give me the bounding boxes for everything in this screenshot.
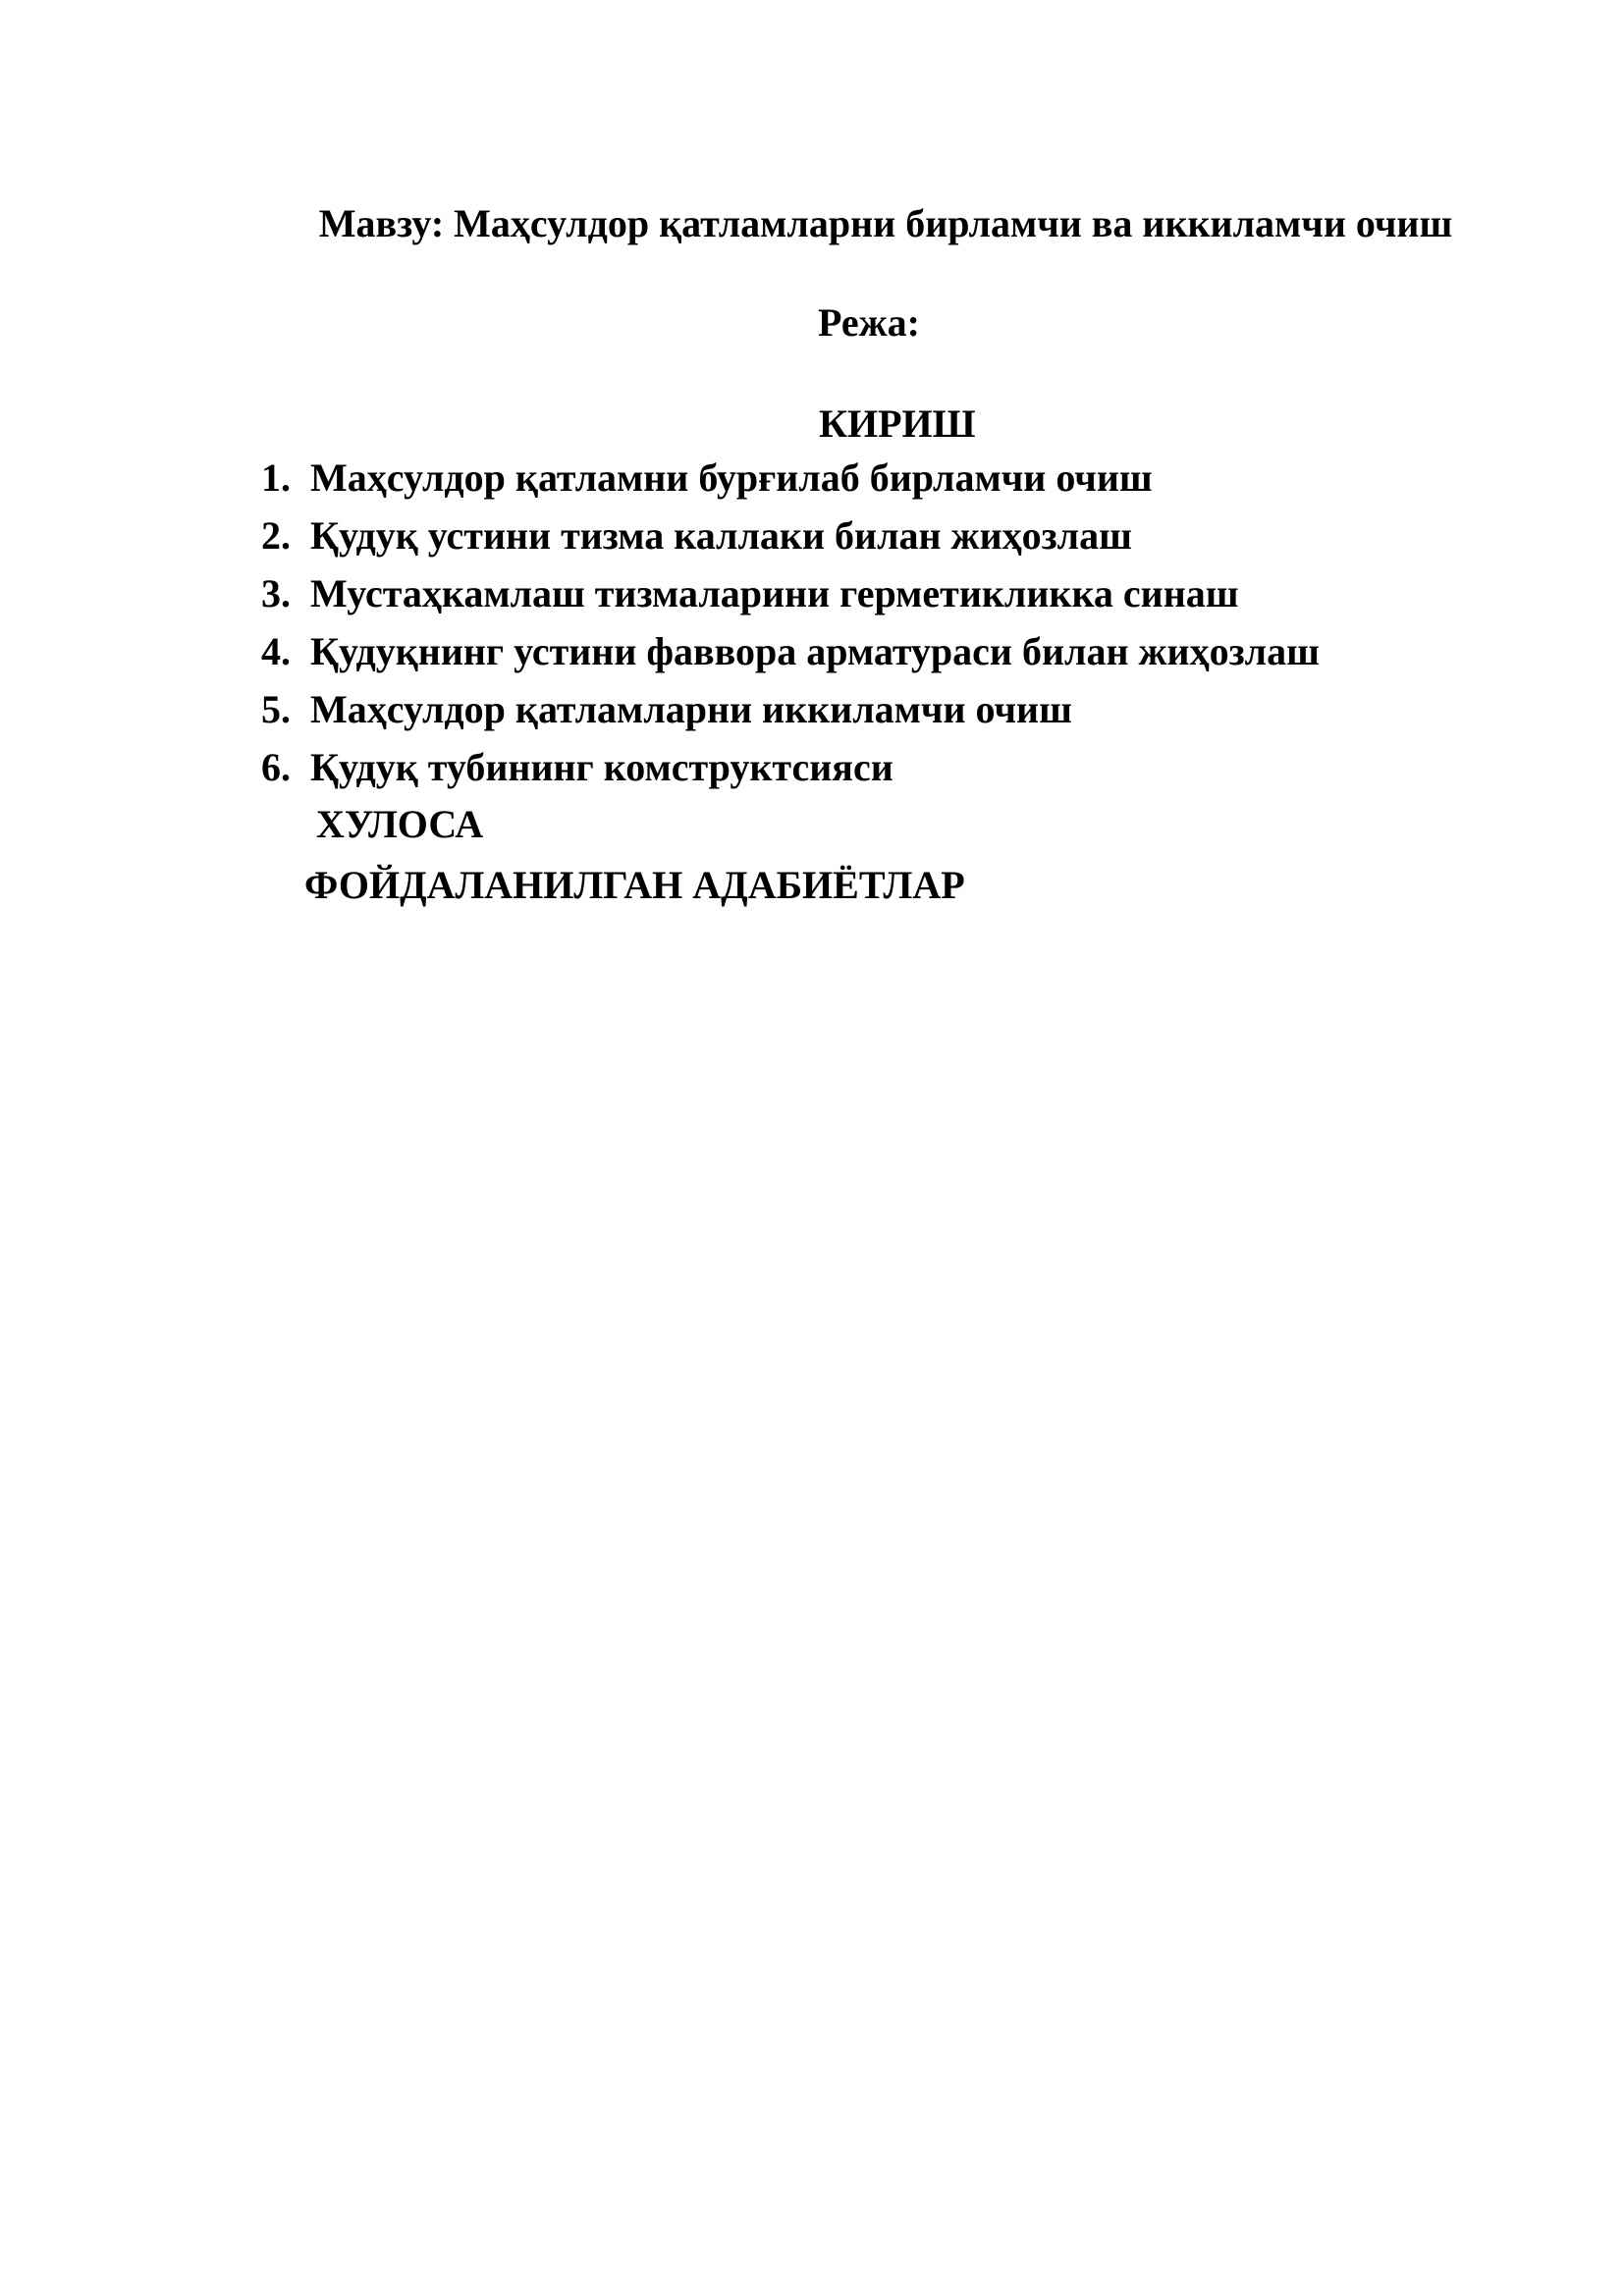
toc-item-number: 6. (261, 745, 291, 789)
toc-item-text: Қудуқнинг устини фаввора арматураси билан жиҳозлаш (310, 629, 1320, 673)
toc-item-text: Мустаҳкамлаш тизмаларини герметикликка синаш (310, 571, 1239, 615)
toc-item (261, 628, 1320, 686)
toc-item-text: Маҳсулдор қатламни бурғилаб бирламчи очиш (310, 455, 1153, 500)
document-title: Мавзу: Маҳсулдор қатламларни бирламчи ва иккиламчи очиш (318, 201, 1453, 245)
toc-item-text: Қудуқ устини тизма каллаки билан жиҳозлаш (310, 513, 1132, 558)
toc-item-number: 2. (261, 513, 291, 558)
toc-item (261, 512, 1320, 570)
references-heading: ФОЙДАЛАНИЛГАН АДАБИЁТЛАР (304, 863, 965, 907)
toc-item (261, 570, 1320, 628)
table-of-contents (261, 454, 1320, 802)
toc-item-number: 4. (261, 629, 291, 673)
toc-item-text: Қудуқ тубининг комструктсияси (310, 745, 893, 789)
toc-item-text: Маҳсулдор қатламларни иккиламчи очиш (310, 687, 1072, 731)
toc-item-number: 5. (261, 687, 291, 731)
toc-item (261, 686, 1320, 744)
toc-item-number: 1. (261, 455, 291, 500)
toc-item-number: 3. (261, 571, 291, 615)
intro-heading: КИРИШ (819, 401, 976, 446)
toc-item (261, 744, 1320, 802)
toc-item (261, 454, 1320, 512)
conclusion-heading: ХУЛОСА (316, 802, 484, 846)
plan-heading: Режа: (818, 300, 920, 345)
